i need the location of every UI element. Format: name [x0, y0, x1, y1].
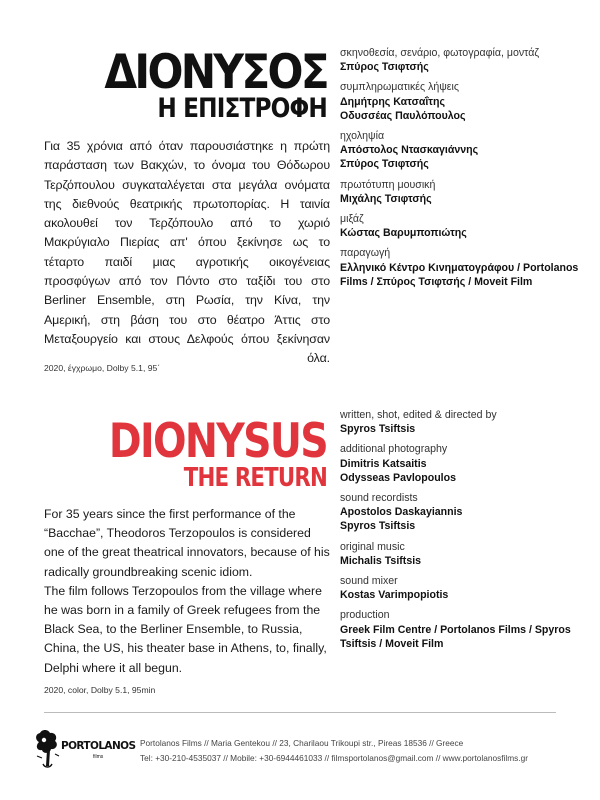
footer-divider: [44, 712, 556, 713]
credit-name: Greek Film Centre / Portolanos Films / Spyros Tsiftsis / Moveit Film: [340, 623, 571, 650]
credit-name: Δημήτρης Κατσαΐτης: [340, 95, 446, 108]
credit-role: production: [340, 609, 390, 622]
credit-music: [340, 178, 580, 206]
credit-name: Ελληνικό Κέντρο Κινηματογράφου / Portolanos Films / Σπύρος Τσιφτσής / Moveit Film: [340, 261, 579, 288]
credit-role: sound recordists: [340, 492, 418, 505]
credit-name: Dimitris Katsaitis: [340, 457, 427, 470]
credit-direction: [340, 408, 580, 436]
credit-name: Οδυσσέας Παυλόπουλος: [340, 109, 466, 122]
credit-name: Kostas Varimpopiotis: [340, 589, 449, 602]
credit-name: Odysseas Pavlopoulos: [340, 471, 456, 484]
logo-text: PORTOLANOS: [61, 740, 136, 752]
credit-name: Σπύρος Τσιφτσής: [340, 158, 429, 171]
credit-name: Apostolos Daskayiannis: [340, 506, 463, 519]
logo-subtext: films: [93, 754, 104, 760]
portolanos-emblem-icon: [33, 728, 63, 772]
credit-role: ηχοληψία: [340, 130, 385, 143]
credit-direction: [340, 46, 580, 74]
greek-synopsis: Για 35 χρόνια από όταν παρουσιάστηκε η πρώτη παράσταση των Βακχών, το όνομα του Θόδωρου Τερζόπουλου συγκαταλέγεται στα μεγάλα ονόματα της διεθνούς θεατρικής πρωτοπορίας. Η ταινία ακολουθεί τον Τερζόπουλο από το χωριό Μακρύγιαλο Πιερίας απ' όπου ξεκίνησε ως το τέταρτο παιδί μιας αγροτικής οικογένειας προσφύγων από τον Πόντο στο ταξίδι του στο Berliner Ensemble, στη Ρωσία, την Κίνα, την Αμερική, στη βάση του στο θέατρο Άττις στο Μεταξουργείο και στους Δελφούς όπου ξεκίνησαν όλα.: [44, 139, 330, 366]
footer-address: Portolanos Films // Maria Gentekou // 23, Charilaou Trikoupi str., Pireas 18536 // Greece: [140, 738, 464, 748]
credit-sound: [340, 491, 580, 534]
credit-name: Michalis Tsiftsis: [340, 554, 422, 567]
credit-name: Απόστολος Ντασκαγιάννης: [340, 144, 479, 157]
credit-role: παραγωγή: [340, 247, 391, 260]
credit-role: μιξάζ: [340, 213, 364, 226]
credit-additional-photography: [340, 80, 580, 123]
credit-production: [340, 246, 580, 289]
greek-film-info: 2020, έγχρωμο, Dolby 5.1, 95΄: [44, 363, 161, 373]
credit-role: σκηνοθεσία, σενάριο, φωτογραφία, μοντάζ: [340, 47, 539, 59]
credit-role: πρωτότυπη μουσική: [340, 178, 436, 191]
footer-contact: Tel: +30-210-4535037 // Mobile: +30-6944461033 // filmsportolanos@gmail.com // www.portolanosfilms.gr: [140, 753, 528, 763]
english-film-info: 2020, color, Dolby 5.1, 95min: [44, 685, 156, 695]
greek-title: ΔΙΟΝΥΣΟΣ: [104, 45, 327, 100]
portolanos-logo: [33, 728, 136, 772]
credit-name: Spyros Tsiftsis: [340, 423, 416, 436]
credit-additional-photography: [340, 442, 580, 485]
credit-role: sound mixer: [340, 575, 398, 588]
greek-subtitle: Η ΕΠΙΣΤΡΟΦΗ: [157, 93, 327, 124]
credit-name: Spyros Tsiftsis: [340, 520, 416, 533]
english-title: DIONYSUS: [108, 414, 327, 469]
credit-music: [340, 540, 580, 568]
credit-production: [340, 608, 580, 651]
credit-role: original music: [340, 540, 405, 553]
credit-mix: [340, 212, 580, 240]
credit-role: additional photography: [340, 443, 448, 456]
english-subtitle: THE RETURN: [183, 463, 327, 493]
credit-sound: [340, 129, 580, 172]
credit-role: written, shot, edited & directed by: [340, 409, 497, 421]
greek-credits: [340, 46, 580, 295]
synopsis-paragraph: For 35 years since the first performance of the “Bacchae”, Theodoros Terzopoulos is considered one of the great theatrical innovators, because of his radically groundbreaking scenic idiom.: [44, 507, 330, 579]
english-credits: [340, 408, 580, 657]
synopsis-paragraph: The film follows Terzopoulos from the village where he was born in a family of Greek refugees from the Black Sea, to the Berliner Ensemble, to Russia, China, the US, his theater base in Athens, to, finally, Delphi where it all begun.: [44, 583, 327, 675]
credit-name: Μιχάλης Τσιφτσής: [340, 192, 432, 205]
english-synopsis: [44, 505, 330, 678]
credit-name: Σπύρος Τσιφτσής: [340, 61, 429, 74]
credit-role: συμπληρωματικές λήψεις: [340, 81, 459, 94]
credit-name: Κώστας Βαρυμποπιώτης: [340, 227, 467, 240]
credit-mix: [340, 574, 580, 602]
